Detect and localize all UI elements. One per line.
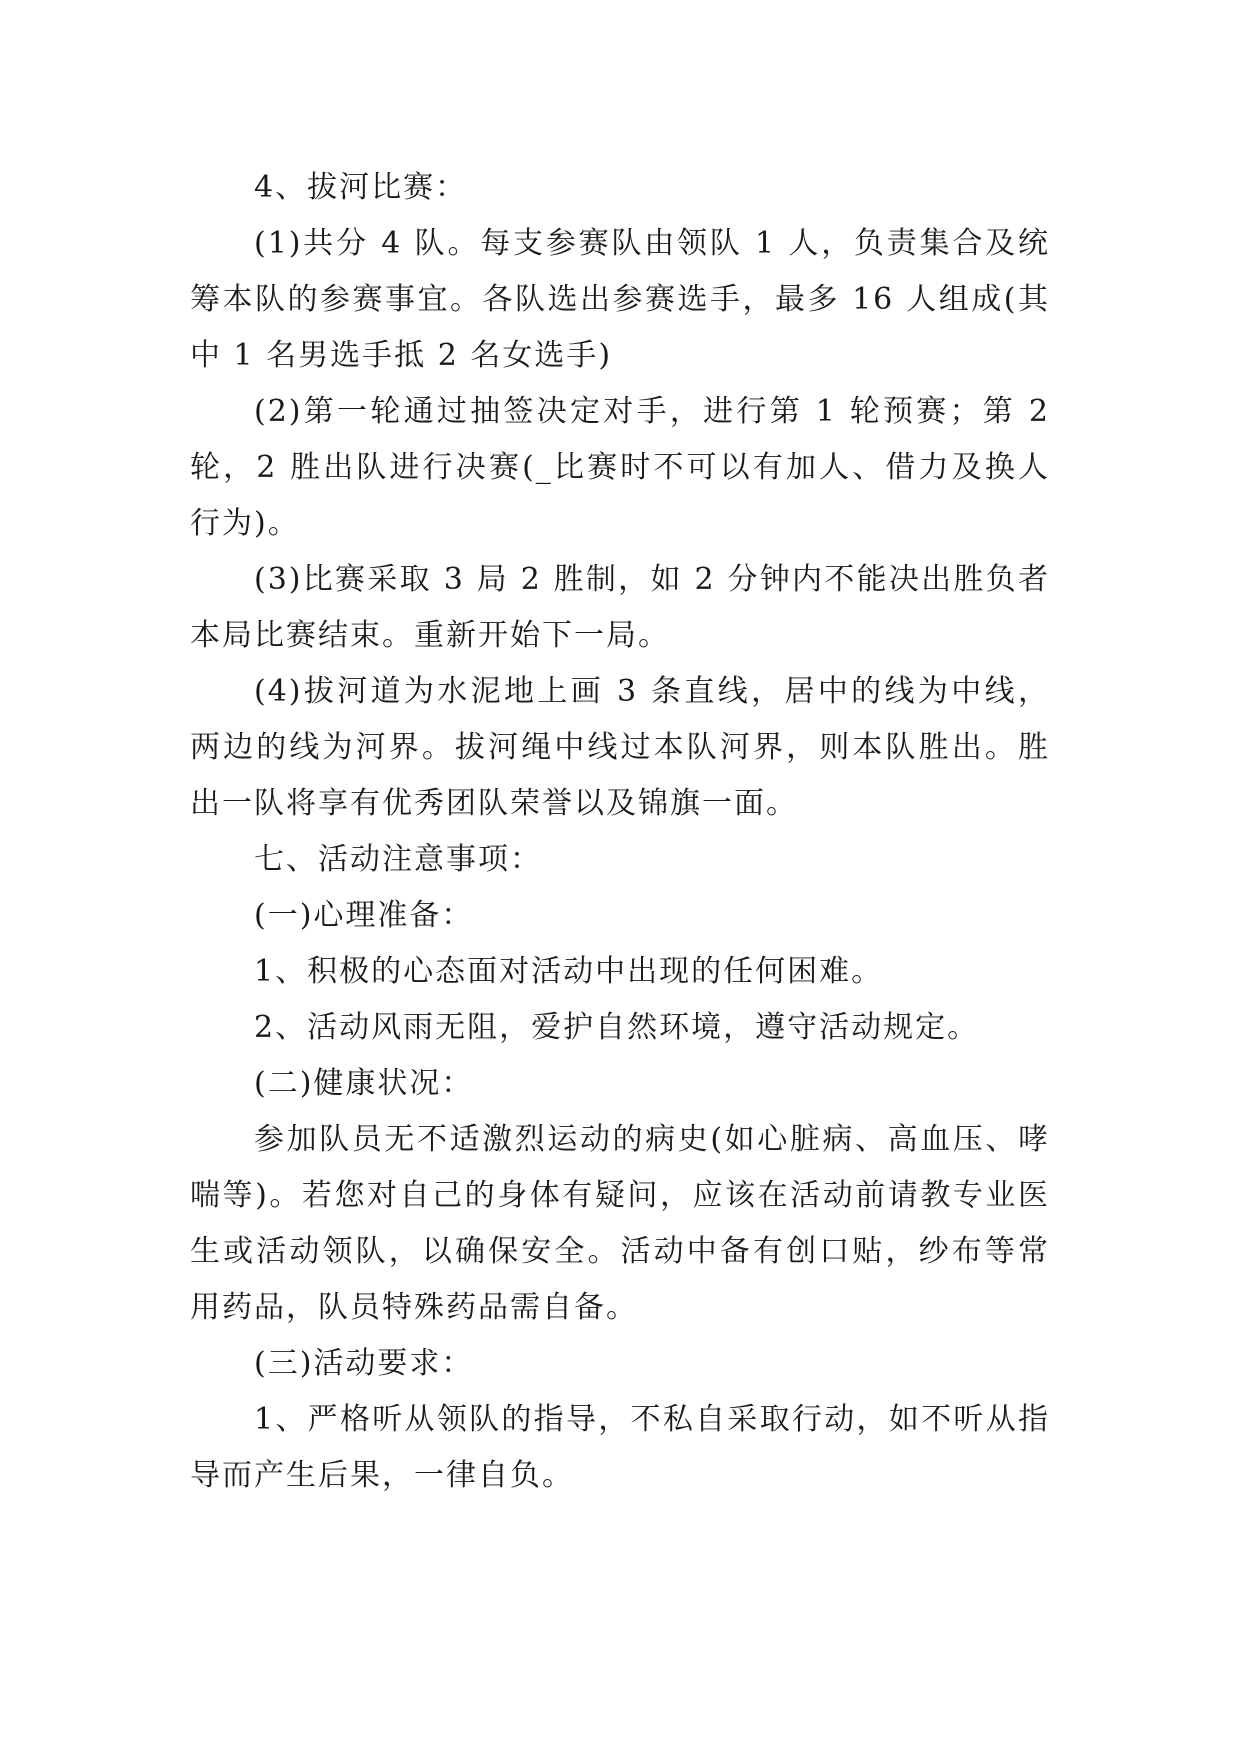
- paragraph-rule-4-field: (4)拔河道为水泥地上画 3 条直线，居中的线为中线，两边的线为河界。拔河绳中线过本队河界，则本队胜出。胜出一队将享有优秀团队荣誉以及锦旗一面。: [190, 674, 1050, 821]
- paragraph-rule-2-rounds: (2)第一轮通过抽签决定对手，进行第 1 轮预赛；第 2 轮，2 胜出队进行决赛(_比赛时不可以有加人、借力及换人行为)。: [190, 394, 1050, 541]
- paragraph-rule-1-teams: (1)共分 4 队。每支参赛队由领队 1 人，负责集合及统筹本队的参赛事宜。各队选出参赛选手，最多 16 人组成(其中 1 名男选手抵 2 名女选手): [190, 226, 1050, 373]
- document-body: [190, 160, 1050, 1504]
- paragraph-health-details: 参加队员无不适激烈运动的病史(如心脏病、高血压、哮喘等)。若您对自己的身体有疑问，应该在活动前请教专业医生或活动领队，以确保安全。活动中备有创口贴，纱布等常用药品，队员特殊药品需自备。: [190, 1122, 1050, 1325]
- subheading-activity-requirements: (三)活动要求：: [254, 1346, 474, 1381]
- paragraph-mental-item-1: 1、积极的心态面对活动中出现的任何困难。: [254, 954, 884, 989]
- section-heading-precautions: 七、活动注意事项：: [254, 842, 542, 877]
- paragraph-requirement-item-1: 1、严格听从领队的指导，不私自采取行动，如不听从指导而产生后果，一律自负。: [190, 1402, 1050, 1493]
- paragraph-tug-of-war-heading: 4、拔河比赛：: [254, 170, 468, 205]
- paragraph-mental-item-2: 2、活动风雨无阻，爱护自然环境，遵守活动规定。: [254, 1010, 980, 1045]
- subheading-mental-preparation: (一)心理准备：: [254, 898, 474, 933]
- paragraph-rule-3-scoring: (3)比赛采取 3 局 2 胜制，如 2 分钟内不能决出胜负者本局比赛结束。重新开始下一局。: [190, 562, 1050, 653]
- subheading-health-status: (二)健康状况：: [254, 1066, 474, 1101]
